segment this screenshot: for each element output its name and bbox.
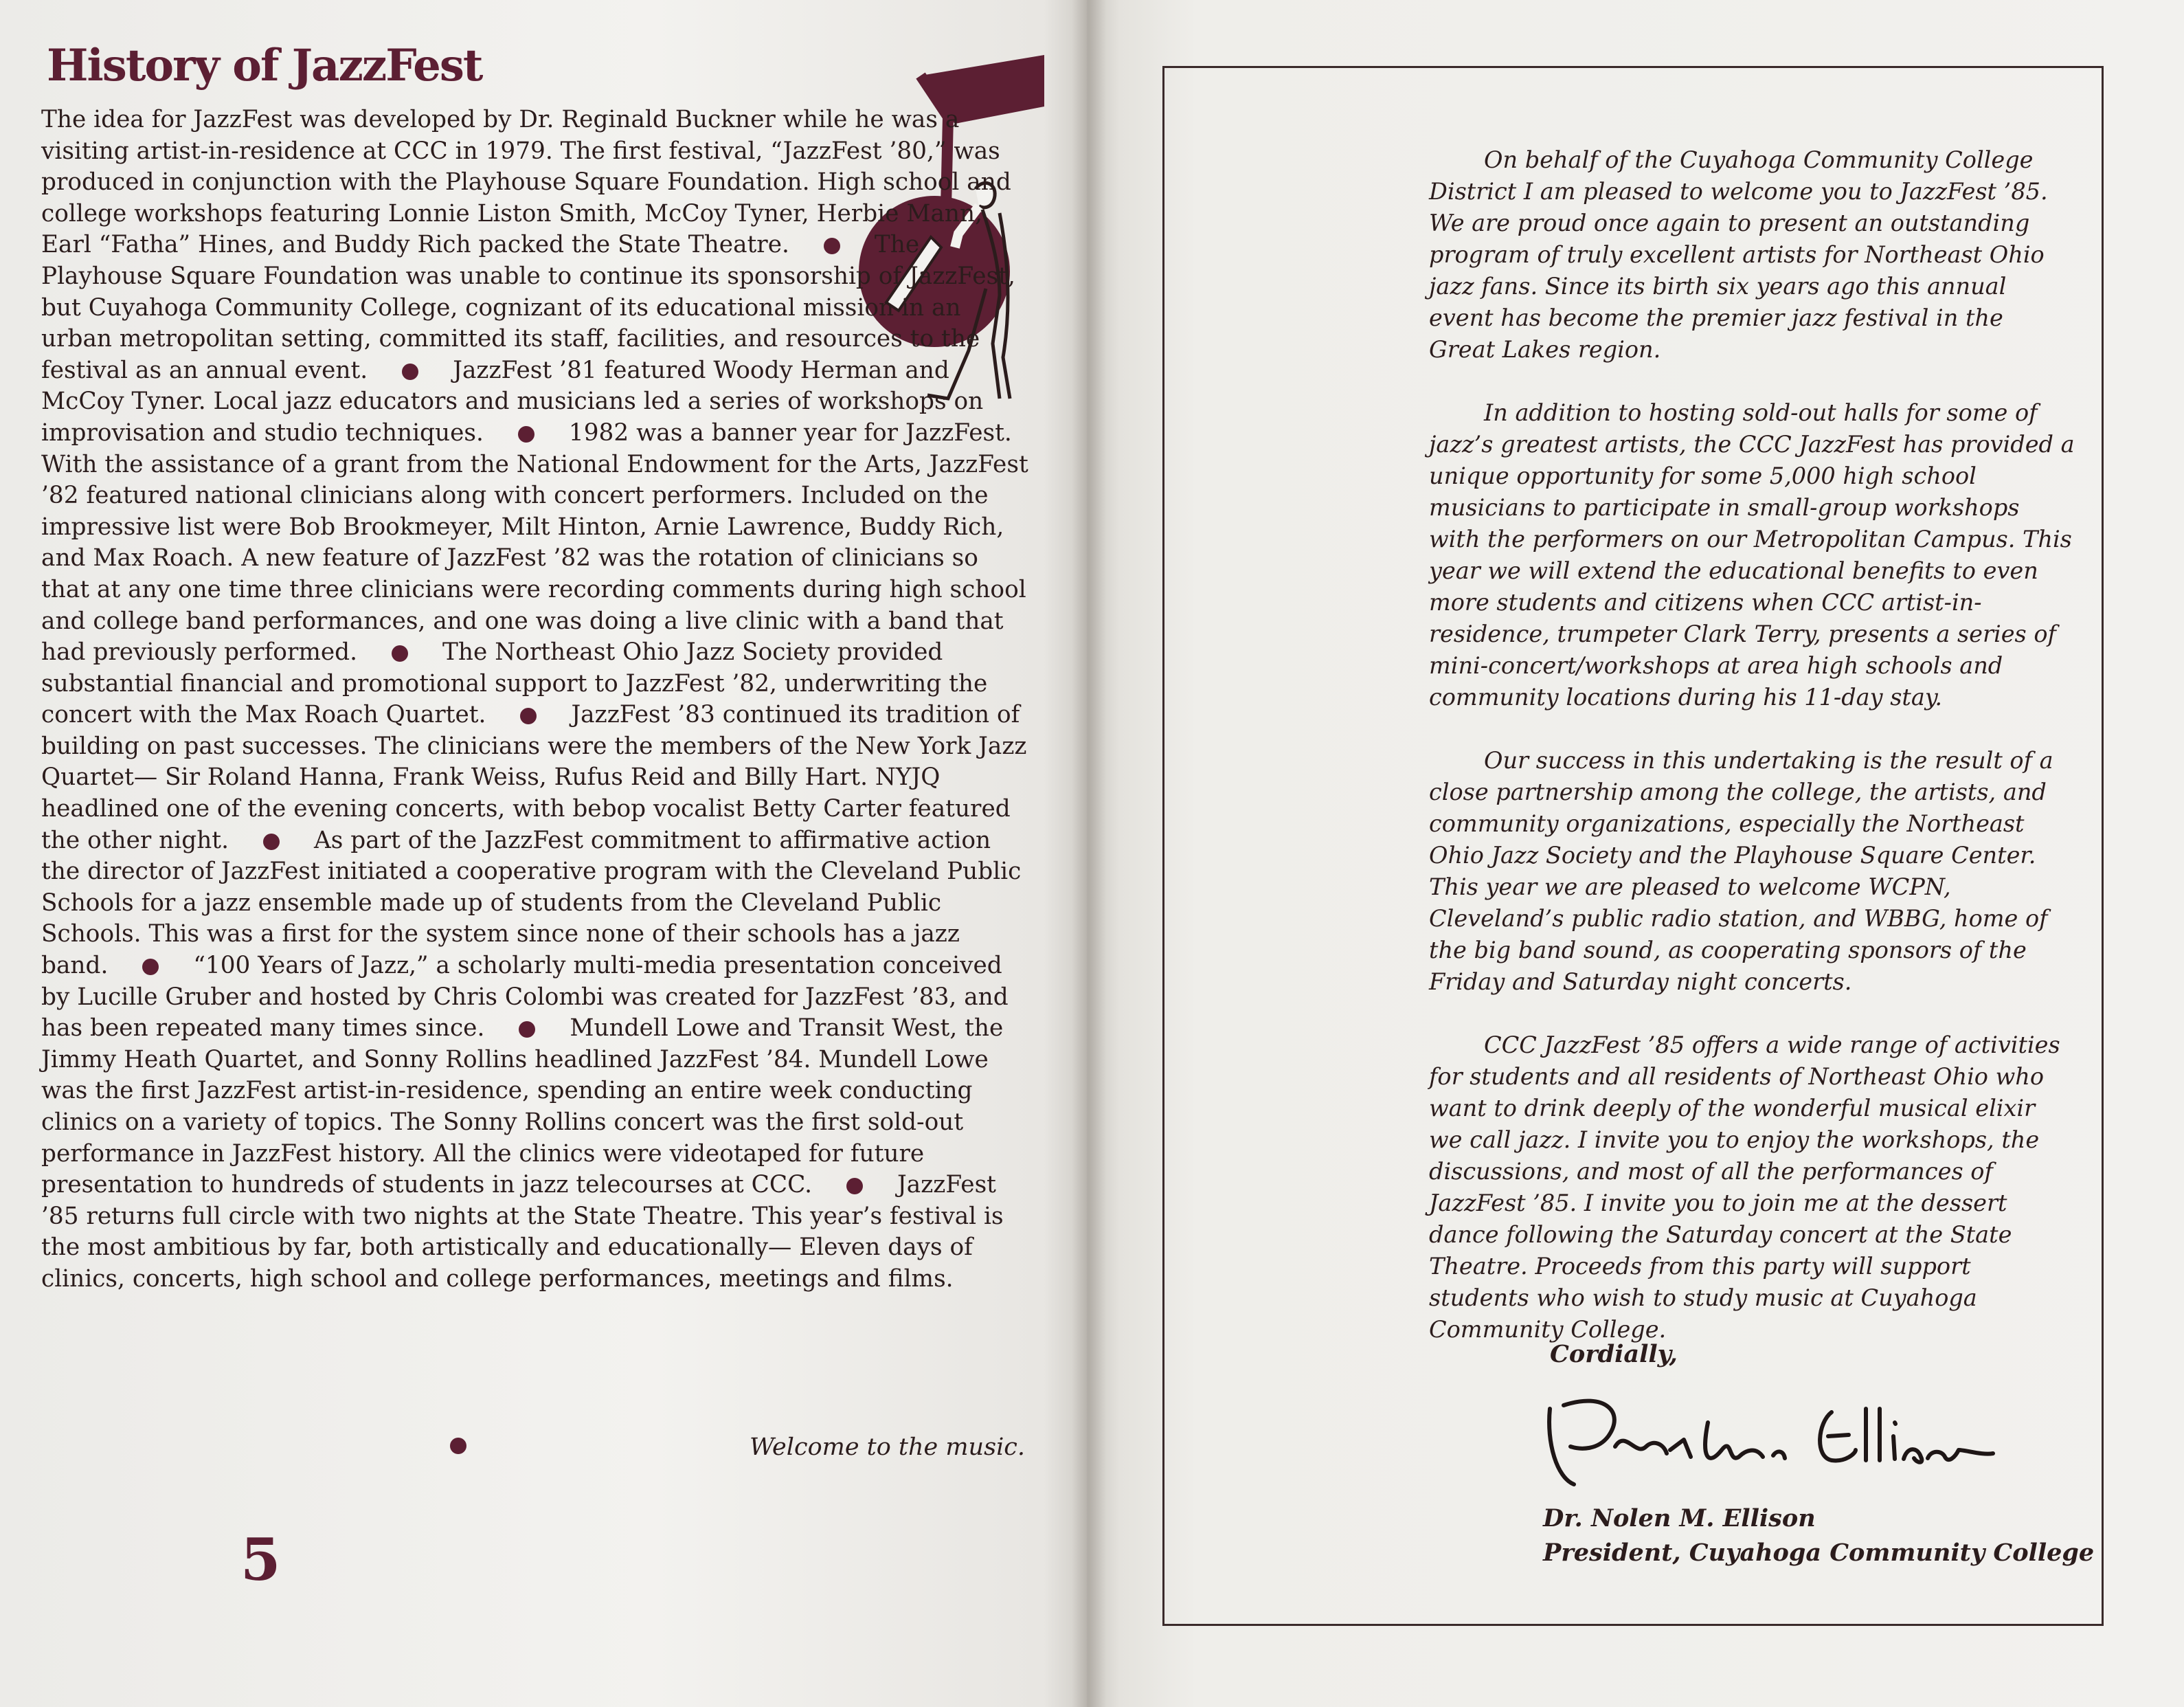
letter-closing: Cordially,: [1550, 1340, 1678, 1368]
history-segment: As part of the JazzFest commitment to affirmative action the director of JazzFest initiated a cooperative program with the Cleveland Public Schools for a jazz ensemble made up of students from the Cleveland Public Schools. This was a first for the system since none of their schools has a jazz band.: [41, 826, 1022, 980]
signer-title: President, Cuyahoga Community College: [1543, 1539, 2095, 1567]
history-title: History of JazzFest: [47, 40, 482, 91]
bullet-icon: [519, 1021, 535, 1038]
letter-paragraph-2: In addition to hosting sold-out halls for some of jazz’s greatest artists, the CCC JazzFest has provided a unique opportunity for some 5,000 high school musicians to participate in small-group workshops with the performers on our Metropolitan Campus. This year we will extend the educational benefits to even more students and citizens when CCC artist-in-residence, trumpeter Clark Terry, presents a series of mini-concert/workshops at area high schools and community locations during his 11-day stay.: [1429, 399, 2075, 711]
welcome-letter: [1429, 144, 2075, 1377]
bullet-icon: [824, 238, 840, 254]
bullet-icon: [392, 645, 408, 662]
history-segment: JazzFest ’83 continued its tradition of building on past successes. The clinicians were the members of the New York Jazz Quartet— Sir Roland Hanna, Frank Weiss, Rufus Reid and Billy Hart. NYJQ headlined one of the evening concerts, with bebop vocalist Betty Carter featured the other night.: [41, 701, 1027, 854]
welcome-line: Welcome to the music.: [749, 1433, 1025, 1461]
history-segment: The Northeast Ohio Jazz Society provided substantial financial and promotional support to JazzFest ’82, underwriting the concert with the Max Roach Quartet.: [41, 638, 988, 729]
bullet-icon: [846, 1178, 863, 1194]
end-bullet-icon: [450, 1438, 466, 1454]
history-segment: JazzFest ’85 returns full circle with two nights at the State Theatre. This year’s festival is the most ambitious by far, both artistically and educationally— Eleven days of clinics, concerts, high school and college performances, meetings and films.: [41, 1171, 1004, 1293]
bullet-icon: [402, 364, 418, 380]
history-paragraph: [41, 104, 1031, 1295]
bullet-icon: [518, 426, 534, 443]
history-segment: Mundell Lowe and Transit West, the Jimmy Heath Quartet, and Sonny Rollins headlined JazzFest ’84. Mundell Lowe was the first JazzFest artist-in-residence, spending an entire week conducting clinics on a variety of topics. The Sonny Rollins concert was the first sold-out performance in JazzFest history. All the clinics were videotaped for future presentation to hundreds of students in jazz telecourses at CCC.: [41, 1014, 1004, 1199]
letter-paragraph-1: On behalf of the Cuyahoga Community College District I am pleased to welcome you to JazzFest ’85. We are proud once again to present an outstanding program of truly excellent artists for Northeast Ohio jazz fans. Since its birth six years ago this annual event has become the premier jazz festival in the Great Lakes region.: [1429, 146, 2048, 363]
history-segment: 1982 was a banner year for JazzFest. With the assistance of a grant from the National Endowment for the Arts, JazzFest ’82 featured national clinicians along with concert performers. Included on the impressive list were Bob Brookmeyer, Milt Hinton, Arnie Lawrence, Buddy Rich, and Max Roach. A new feature of JazzFest ’82 was the rotation of clinicians so that at any one time three clinicians were recording comments during high school and college band performances, and one was doing a live clinic with a band that had previously performed.: [41, 419, 1028, 667]
history-segment: JazzFest ’81 featured Woody Herman and McCoy Tyner. Local jazz educators and musicians led a series of workshops on improvisation and studio techniques.: [41, 356, 984, 447]
page-number: 5: [240, 1526, 281, 1594]
history-segment: “100 Years of Jazz,” a scholarly multi-media presentation conceived by Lucille Gruber and hosted by Chris Colombi was created for JazzFest ’83, and has been repeated many times since.: [41, 952, 1009, 1042]
letter-paragraph-3: Our success in this undertaking is the result of a close partnership among the college, the artists, and community organizations, especially the Northeast Ohio Jazz Society and the Playhouse Square Center. This year we are pleased to welcome WCPN, Cleveland’s public radio station, and WBBG, home of the big band sound, as cooperating sponsors of the Friday and Saturday night concerts.: [1429, 747, 2053, 995]
book-gutter: [1072, 0, 1106, 1707]
bullet-icon: [142, 959, 159, 975]
signer-block: [1543, 1502, 2094, 1570]
history-segment: The Playhouse Square Foundation was unable to continue its sponsorship of JazzFest, but Cuyahoga Community College, cognizant of its educational mission in an urban metropolitan setting, committed its staff, facilities, and resources to the festival as an annual event.: [41, 231, 1015, 384]
letter-paragraph-4: CCC JazzFest ’85 offers a wide range of activities for students and all residents of Northeast Ohio who want to drink deeply of the wonderful musical elixir we call jazz. I invite you to enjoy the workshops, the discussions, and most of all the performances of JazzFest ’85. I invite you to join me at the dessert dance following the Saturday concert at the State Theatre. Proceeds from this party will support students who wish to study music at Cuyahoga Community College.: [1429, 1031, 2060, 1343]
history-segment: The idea for JazzFest was developed by Dr. Reginald Buckner while he was a visiting artist-in-residence at CCC in 1979. The first festival, “JazzFest ’80,” was produced in conjunction with the Playhouse Square Foundation. High school and college workshops featuring Lonnie Liston Smith, McCoy Tyner, Herbie Mann, Earl “Fatha” Hines, and Buddy Rich packed the State Theatre.: [41, 106, 1011, 259]
bullet-icon: [263, 834, 280, 850]
signer-name: Dr. Nolen M. Ellison: [1543, 1504, 1816, 1532]
history-body-text: [41, 104, 1031, 1295]
bullet-icon: [520, 708, 537, 724]
handwritten-signature: [1543, 1381, 1996, 1505]
left-page: [0, 0, 1087, 1707]
